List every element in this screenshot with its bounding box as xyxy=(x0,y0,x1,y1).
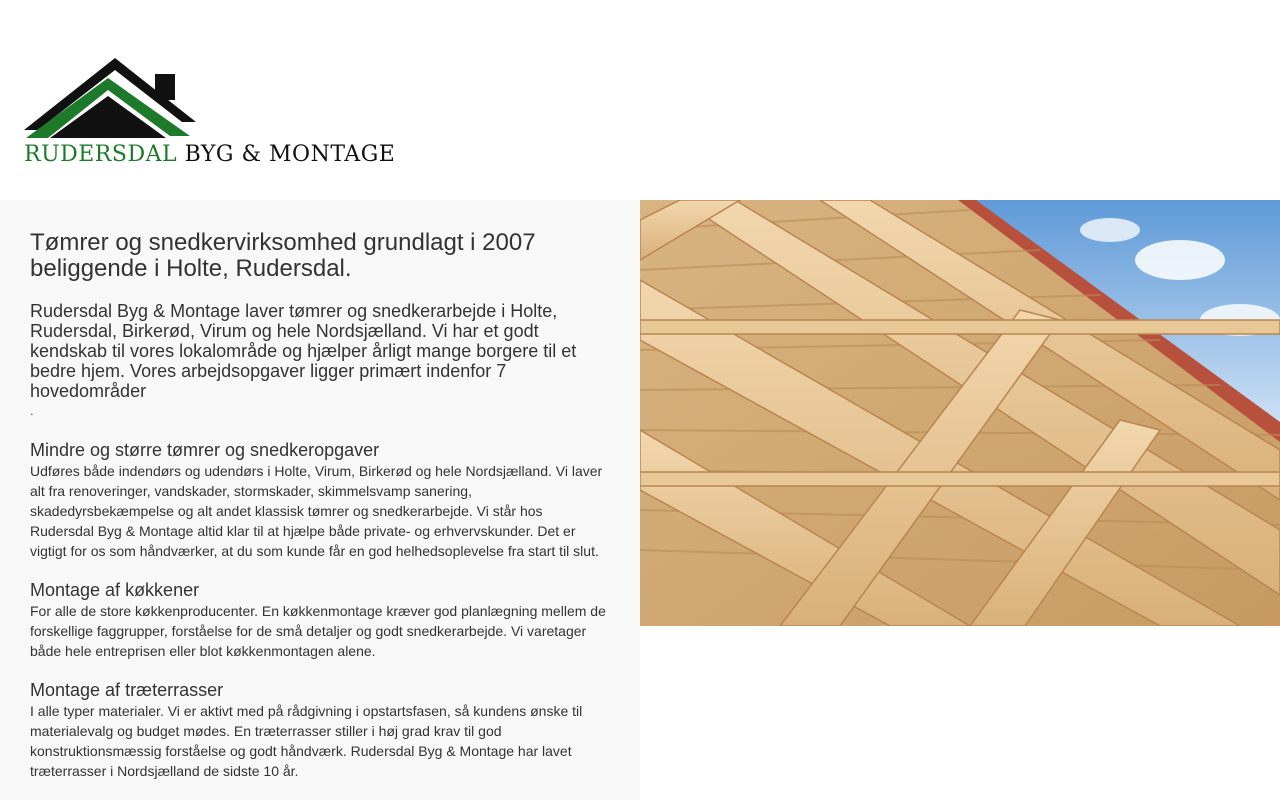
service-section xyxy=(30,579,610,661)
intro-text: Rudersdal Byg & Montage laver tømrer og snedkerarbejde i Holte, Rudersdal, Birkerød, Virum og hele Nordsjælland. Vi har et godt kendskab til vores lokalområde og hjælper årligt mange borgere til et bedre hjem. Vores arbejdsopgaver ligger primært indenfor 7 hovedområder xyxy=(30,301,577,401)
section-text: I alle typer materialer. Vi er aktivt med på rådgivning i opstartsfasen, så kundens ønske til materialevalg og budget mødes. En træterrasser stiller i høj grad krav til god konstruktionsmæssig forståelse og godt håndværk. Rudersdal Byg & Montage har lavet træterrasser i Nordsjælland de sidste 10 år. xyxy=(30,703,583,779)
section-text: For alle de store køkkenproducenter. En køkkenmontage kræver god planlægning mellem de forskellige faggrupper, forståelse for de små detaljer og godt snedkerarbejde. Vi varetager både hele entreprisen eller blot køkkenmontagen alene. xyxy=(30,603,606,659)
section-heading: Montage af køkkener xyxy=(30,580,200,600)
company-logo[interactable] xyxy=(22,56,412,168)
page-title: Tømrer og snedkervirksomhed grundlagt i 2007 beliggende i Holte, Rudersdal. xyxy=(30,229,536,282)
section-text: Udføres både indendørs og udendørs i Holte, Virum, Birkerød og hele Nordsjælland. Vi laver alt fra renoveringer, vandskader, stormskader, skimmelsvamp sanering, skadedyrsbekæmpelse og alt andet klassisk tømrer og snedkerarbejde. Vi står hos Rudersdal Byg & Montage altid klar til at hjælpe både private- og erhvervskunder. Det er vigtigt for os som håndværker, at du som kunde får en god helhedsoplevelse fra start til slut. xyxy=(30,463,603,559)
site-header xyxy=(0,0,1280,200)
hero-image-wooden-roof xyxy=(640,200,1280,626)
main-content xyxy=(30,230,610,781)
logo-name-black: BYG & MONTAGE xyxy=(177,142,396,167)
service-section xyxy=(30,679,610,781)
logo-name-green: RUDERSDAL xyxy=(24,142,178,167)
service-section xyxy=(30,439,610,561)
intro-dot: . xyxy=(30,403,34,418)
company-name xyxy=(24,142,395,167)
house-roof-icon xyxy=(22,56,202,140)
section-heading: Mindre og større tømrer og snedkeropgaver xyxy=(30,440,380,460)
roof-truss-illustration xyxy=(640,200,1280,626)
section-heading: Montage af træterrasser xyxy=(30,680,224,700)
